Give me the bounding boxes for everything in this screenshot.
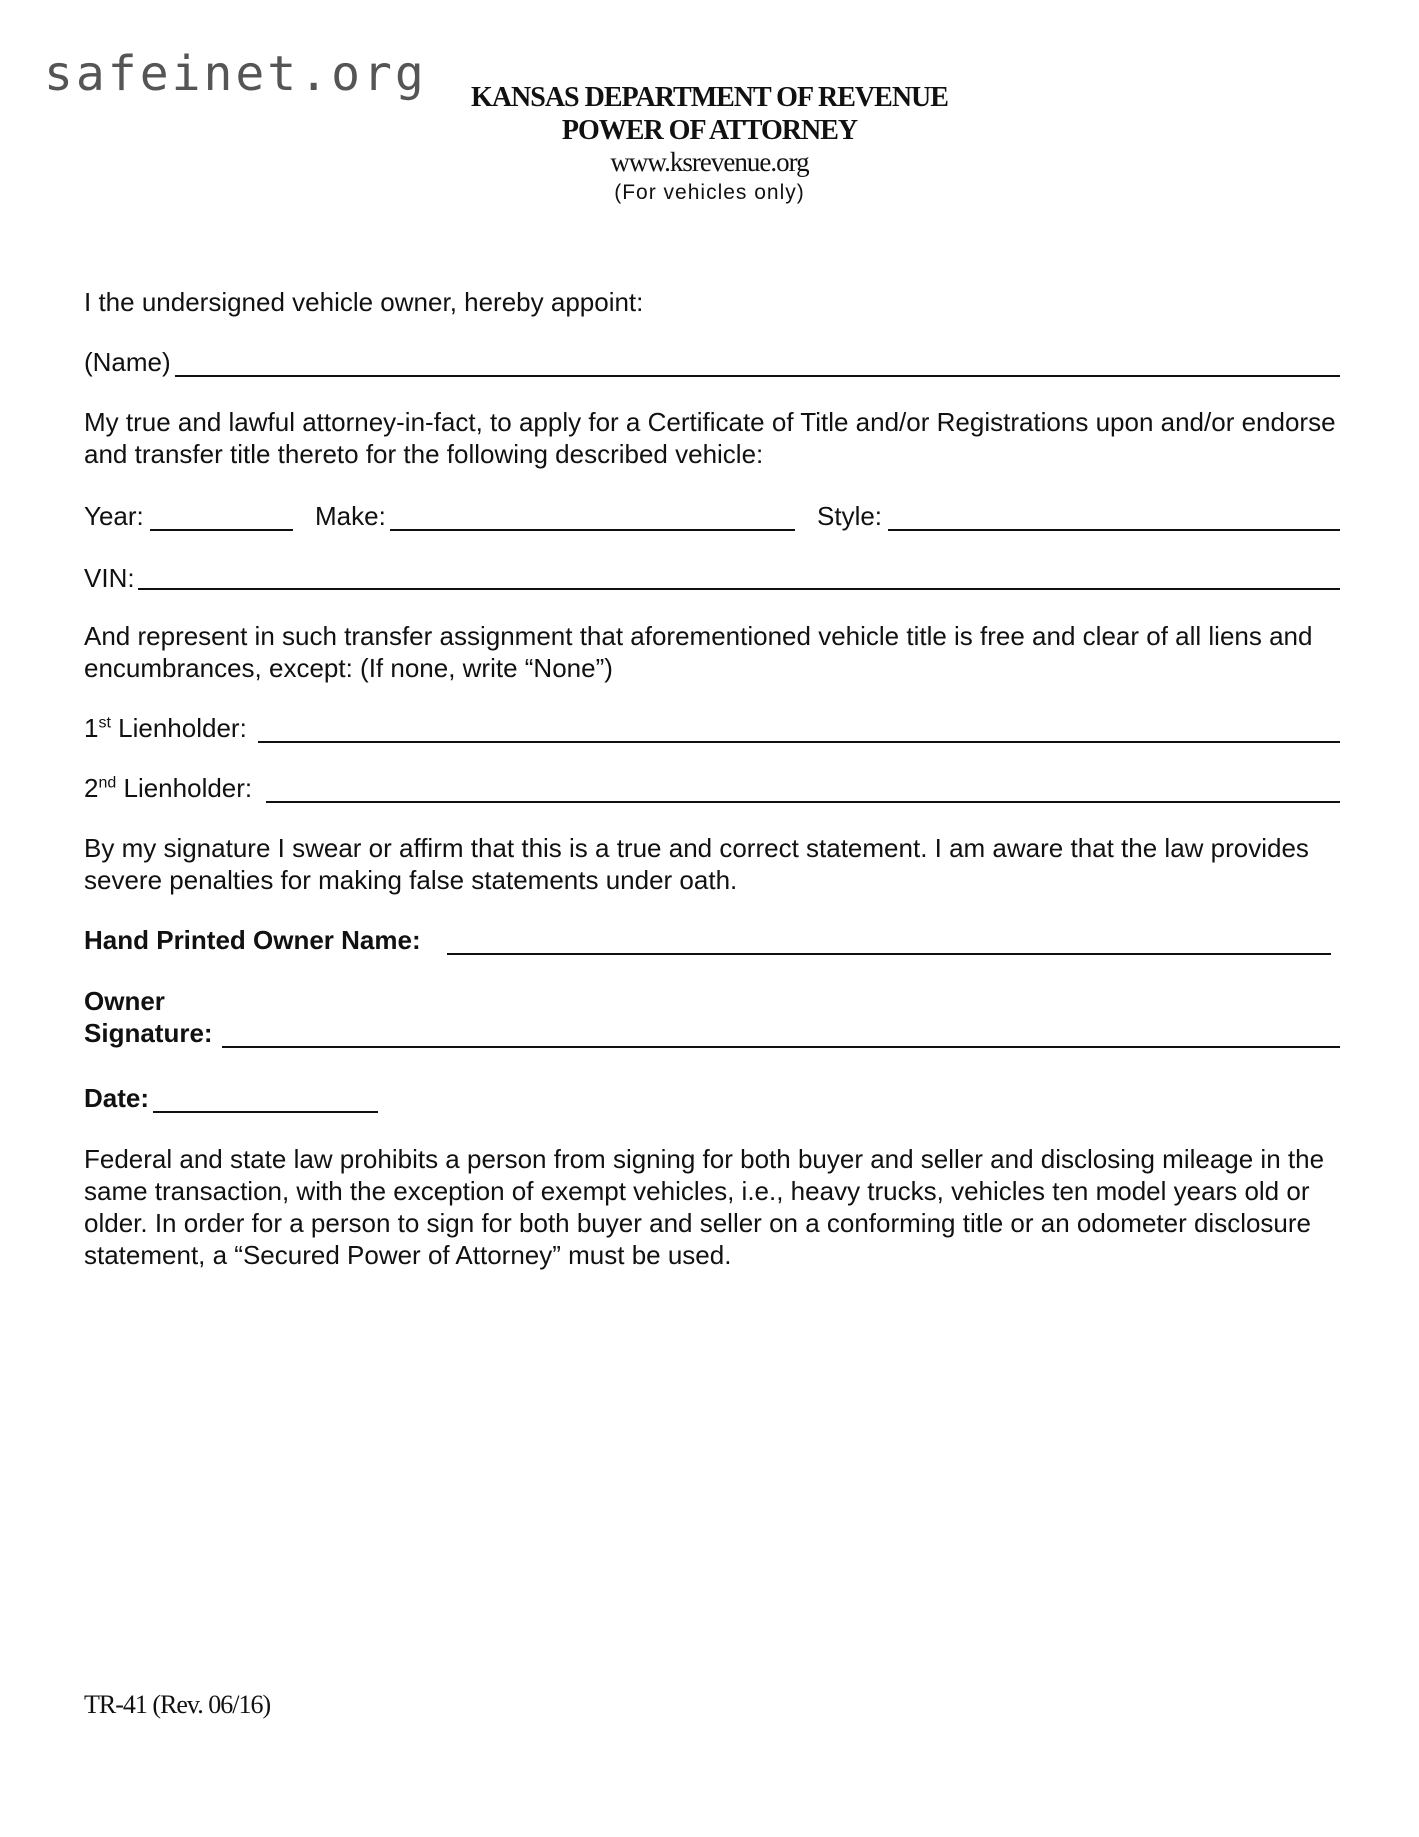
form-id: TR-41 (Rev. 06/16): [84, 1690, 271, 1719]
intro-text: I the undersigned vehicle owner, hereby appoint:: [84, 287, 644, 317]
affirm-text: By my signature I swear or affirm that this is a true and correct statement. I am aware that the law provides severe penalties for making false statements under oath.: [84, 833, 1309, 895]
style-field[interactable]: [888, 529, 1340, 531]
attorney-text: My true and lawful attorney-in-fact, to apply for a Certificate of Title and/or Registrations upon and/or endorse and transfer title thereto for the following described vehicle:: [84, 407, 1336, 469]
liens-text: And represent in such transfer assignment that aforementioned vehicle title is free and clear of all liens and encumbrances, except: (If none, write “None”): [84, 621, 1313, 683]
year-label: Year:: [84, 501, 144, 531]
agency-name: KANSAS DEPARTMENT OF REVENUE: [471, 82, 948, 113]
vin-field[interactable]: [138, 588, 1340, 590]
lienholder-1-field[interactable]: [258, 741, 1340, 743]
vin-label: VIN:: [84, 563, 135, 593]
lienholder-1-label: 1st Lienholder:: [84, 713, 247, 743]
agency-url: www.ksrevenue.org: [610, 147, 809, 177]
make-field[interactable]: [390, 529, 795, 531]
date-field[interactable]: [153, 1111, 378, 1113]
make-label: Make:: [315, 501, 386, 531]
lienholder-2-label: 2nd Lienholder:: [84, 773, 253, 803]
lienholder-2-field[interactable]: [266, 801, 1340, 803]
signature-label: Signature:: [84, 1018, 213, 1048]
signature-field[interactable]: [222, 1046, 1340, 1048]
year-field[interactable]: [150, 529, 293, 531]
style-label: Style:: [817, 501, 883, 531]
name-label: (Name): [84, 347, 171, 377]
name-field[interactable]: [175, 375, 1340, 377]
date-label: Date:: [84, 1083, 150, 1113]
owner-label: Owner: [84, 986, 165, 1016]
form-note: (For vehicles only): [614, 181, 805, 204]
form-title: POWER OF ATTORNEY: [561, 115, 858, 146]
federal-notice: Federal and state law prohibits a person from signing for both buyer and seller and disclosing mileage in the same transaction, with the exception of exempt vehicles, i.e., heavy trucks, vehicles ten model years old or older. In order for a person to sign for both buyer and seller on a conforming title or an odometer disclosure statement, a “Secured Power of Attorney” must be used.: [84, 1144, 1325, 1270]
watermark: safeinet.org: [44, 46, 427, 102]
printed-name-label: Hand Printed Owner Name:: [84, 925, 421, 955]
printed-name-field[interactable]: [447, 953, 1331, 955]
